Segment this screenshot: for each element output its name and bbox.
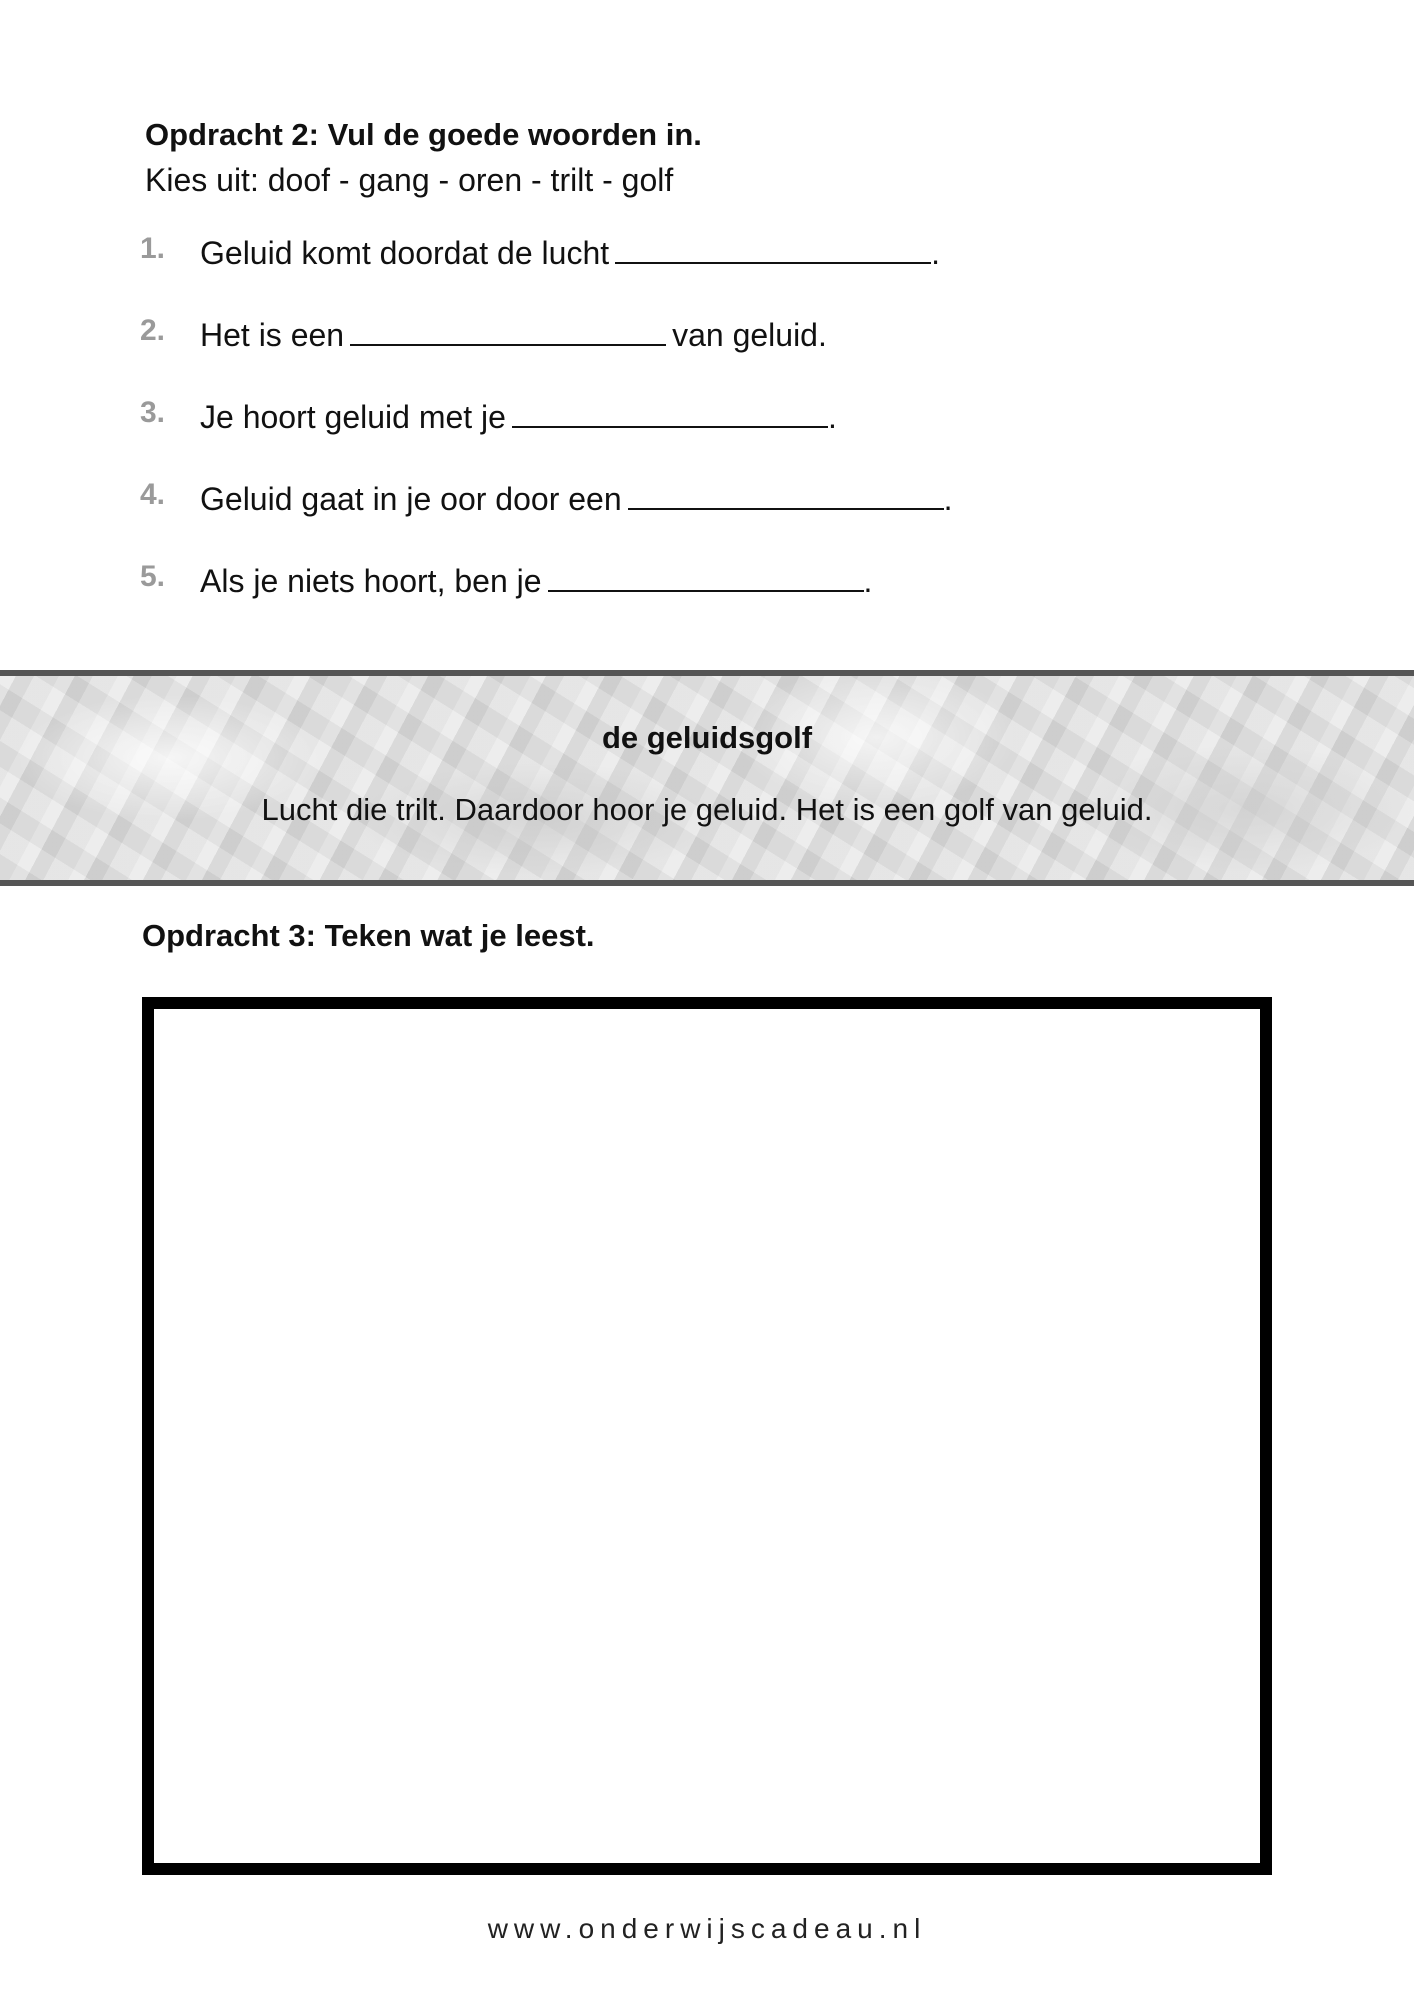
item-text-after: . — [827, 399, 837, 435]
item-number: 5. — [140, 560, 166, 593]
list-item — [140, 553, 1290, 635]
list-item — [140, 389, 1290, 471]
exercise-2-header — [145, 112, 1295, 202]
answer-blank[interactable] — [615, 232, 931, 264]
list-item — [140, 471, 1290, 553]
item-text-after: van geluid. — [672, 317, 827, 353]
item-text-before: Als je niets hoort, ben je — [200, 563, 542, 599]
item-number: 4. — [140, 478, 166, 511]
list-item — [140, 225, 1290, 307]
word-choices: Kies uit: doof - gang - oren - trilt - golf — [145, 162, 674, 198]
item-number: 3. — [140, 396, 166, 429]
footer-website: www.onderwijscadeau.nl — [487, 1913, 927, 1944]
list-item — [140, 307, 1290, 389]
item-text-before: Geluid komt doordat de lucht — [200, 235, 610, 271]
definition-band — [0, 670, 1414, 886]
fill-in-list — [140, 225, 1290, 635]
definition-term: de geluidsgolf — [601, 720, 813, 755]
answer-blank[interactable] — [512, 396, 828, 428]
drawing-area[interactable] — [142, 997, 1272, 1875]
exercise-2-title: Opdracht 2: Vul de goede woorden in. — [145, 117, 702, 152]
item-text-after: . — [863, 563, 873, 599]
answer-blank[interactable] — [628, 478, 944, 510]
answer-blank[interactable] — [548, 560, 864, 592]
item-number: 2. — [140, 314, 166, 347]
exercise-3-title: Opdracht 3: Teken wat je leest. — [142, 918, 595, 953]
item-number: 1. — [140, 232, 166, 265]
item-text-before: Geluid gaat in je oor door een — [200, 481, 622, 517]
item-text-after: . — [943, 481, 953, 517]
item-text-after: . — [931, 235, 941, 271]
item-text-before: Je hoort geluid met je — [200, 399, 506, 435]
item-text-before: Het is een — [200, 317, 345, 353]
definition-text: Lucht die trilt. Daardoor hoor je geluid. Het is een golf van geluid. — [261, 792, 1153, 827]
answer-blank[interactable] — [350, 314, 666, 346]
